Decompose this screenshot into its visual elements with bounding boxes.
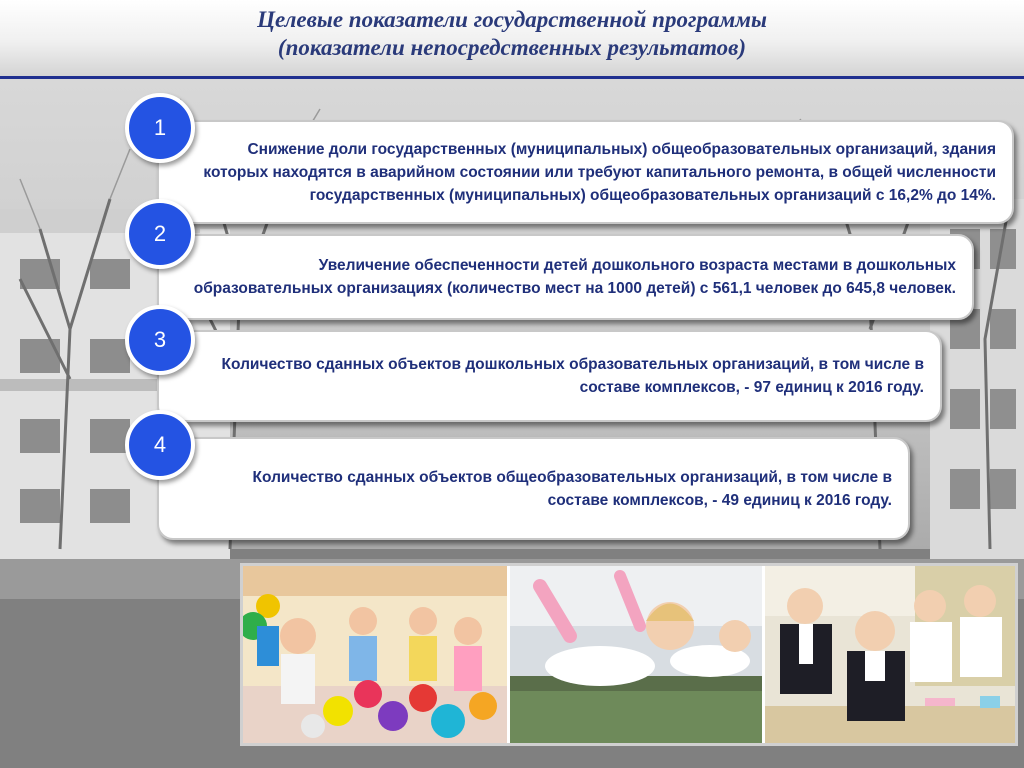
indicator-number-badge-4: 4: [125, 410, 195, 480]
photo-schoolchildren-classroom: [765, 566, 1015, 743]
photo-strip: [240, 563, 1018, 746]
indicator-number-badge-3: 3: [125, 305, 195, 375]
slide-header: [0, 0, 1024, 79]
photo-girls-exercising: [510, 566, 762, 743]
indicator-card-4: [157, 437, 910, 540]
slide-title-line-1: Целевые показатели государственной программы: [257, 7, 767, 32]
indicator-number-badge-1: 1: [125, 93, 195, 163]
indicator-text-1: Снижение доли государственных (муниципальных) общеобразовательных организаций, здания которых находятся в аварийном состоянии или требуют капитального ремонта, в общей численности государственных (муниципальных) общеобразовательных организаций с 16,2% до 14%.: [203, 140, 996, 204]
slide-title-line-2: (показатели непосредственных результатов): [277, 35, 747, 60]
indicator-text-4: Количество сданных объектов общеобразовательных организаций, в том числе в составе комплексов, - 49 единиц к 2016 году.: [252, 468, 892, 509]
photo-kindergarten-children: [243, 566, 507, 743]
indicator-card-2: [157, 234, 974, 320]
indicator-text-2: Увеличение обеспеченности детей дошкольного возраста местами в дошкольных образовательных организациях (количество мест на 1000 детей) с 561,1 человек до 645,8 человек.: [193, 257, 956, 297]
indicator-number-badge-2: 2: [125, 199, 195, 269]
indicator-text-3: Количество сданных объектов дошкольных образовательных организаций, в том числе в составе комплексов, - 97 единиц к 2016 году.: [221, 356, 924, 396]
indicator-card-1: [157, 120, 1014, 224]
indicator-card-3: [157, 330, 942, 422]
